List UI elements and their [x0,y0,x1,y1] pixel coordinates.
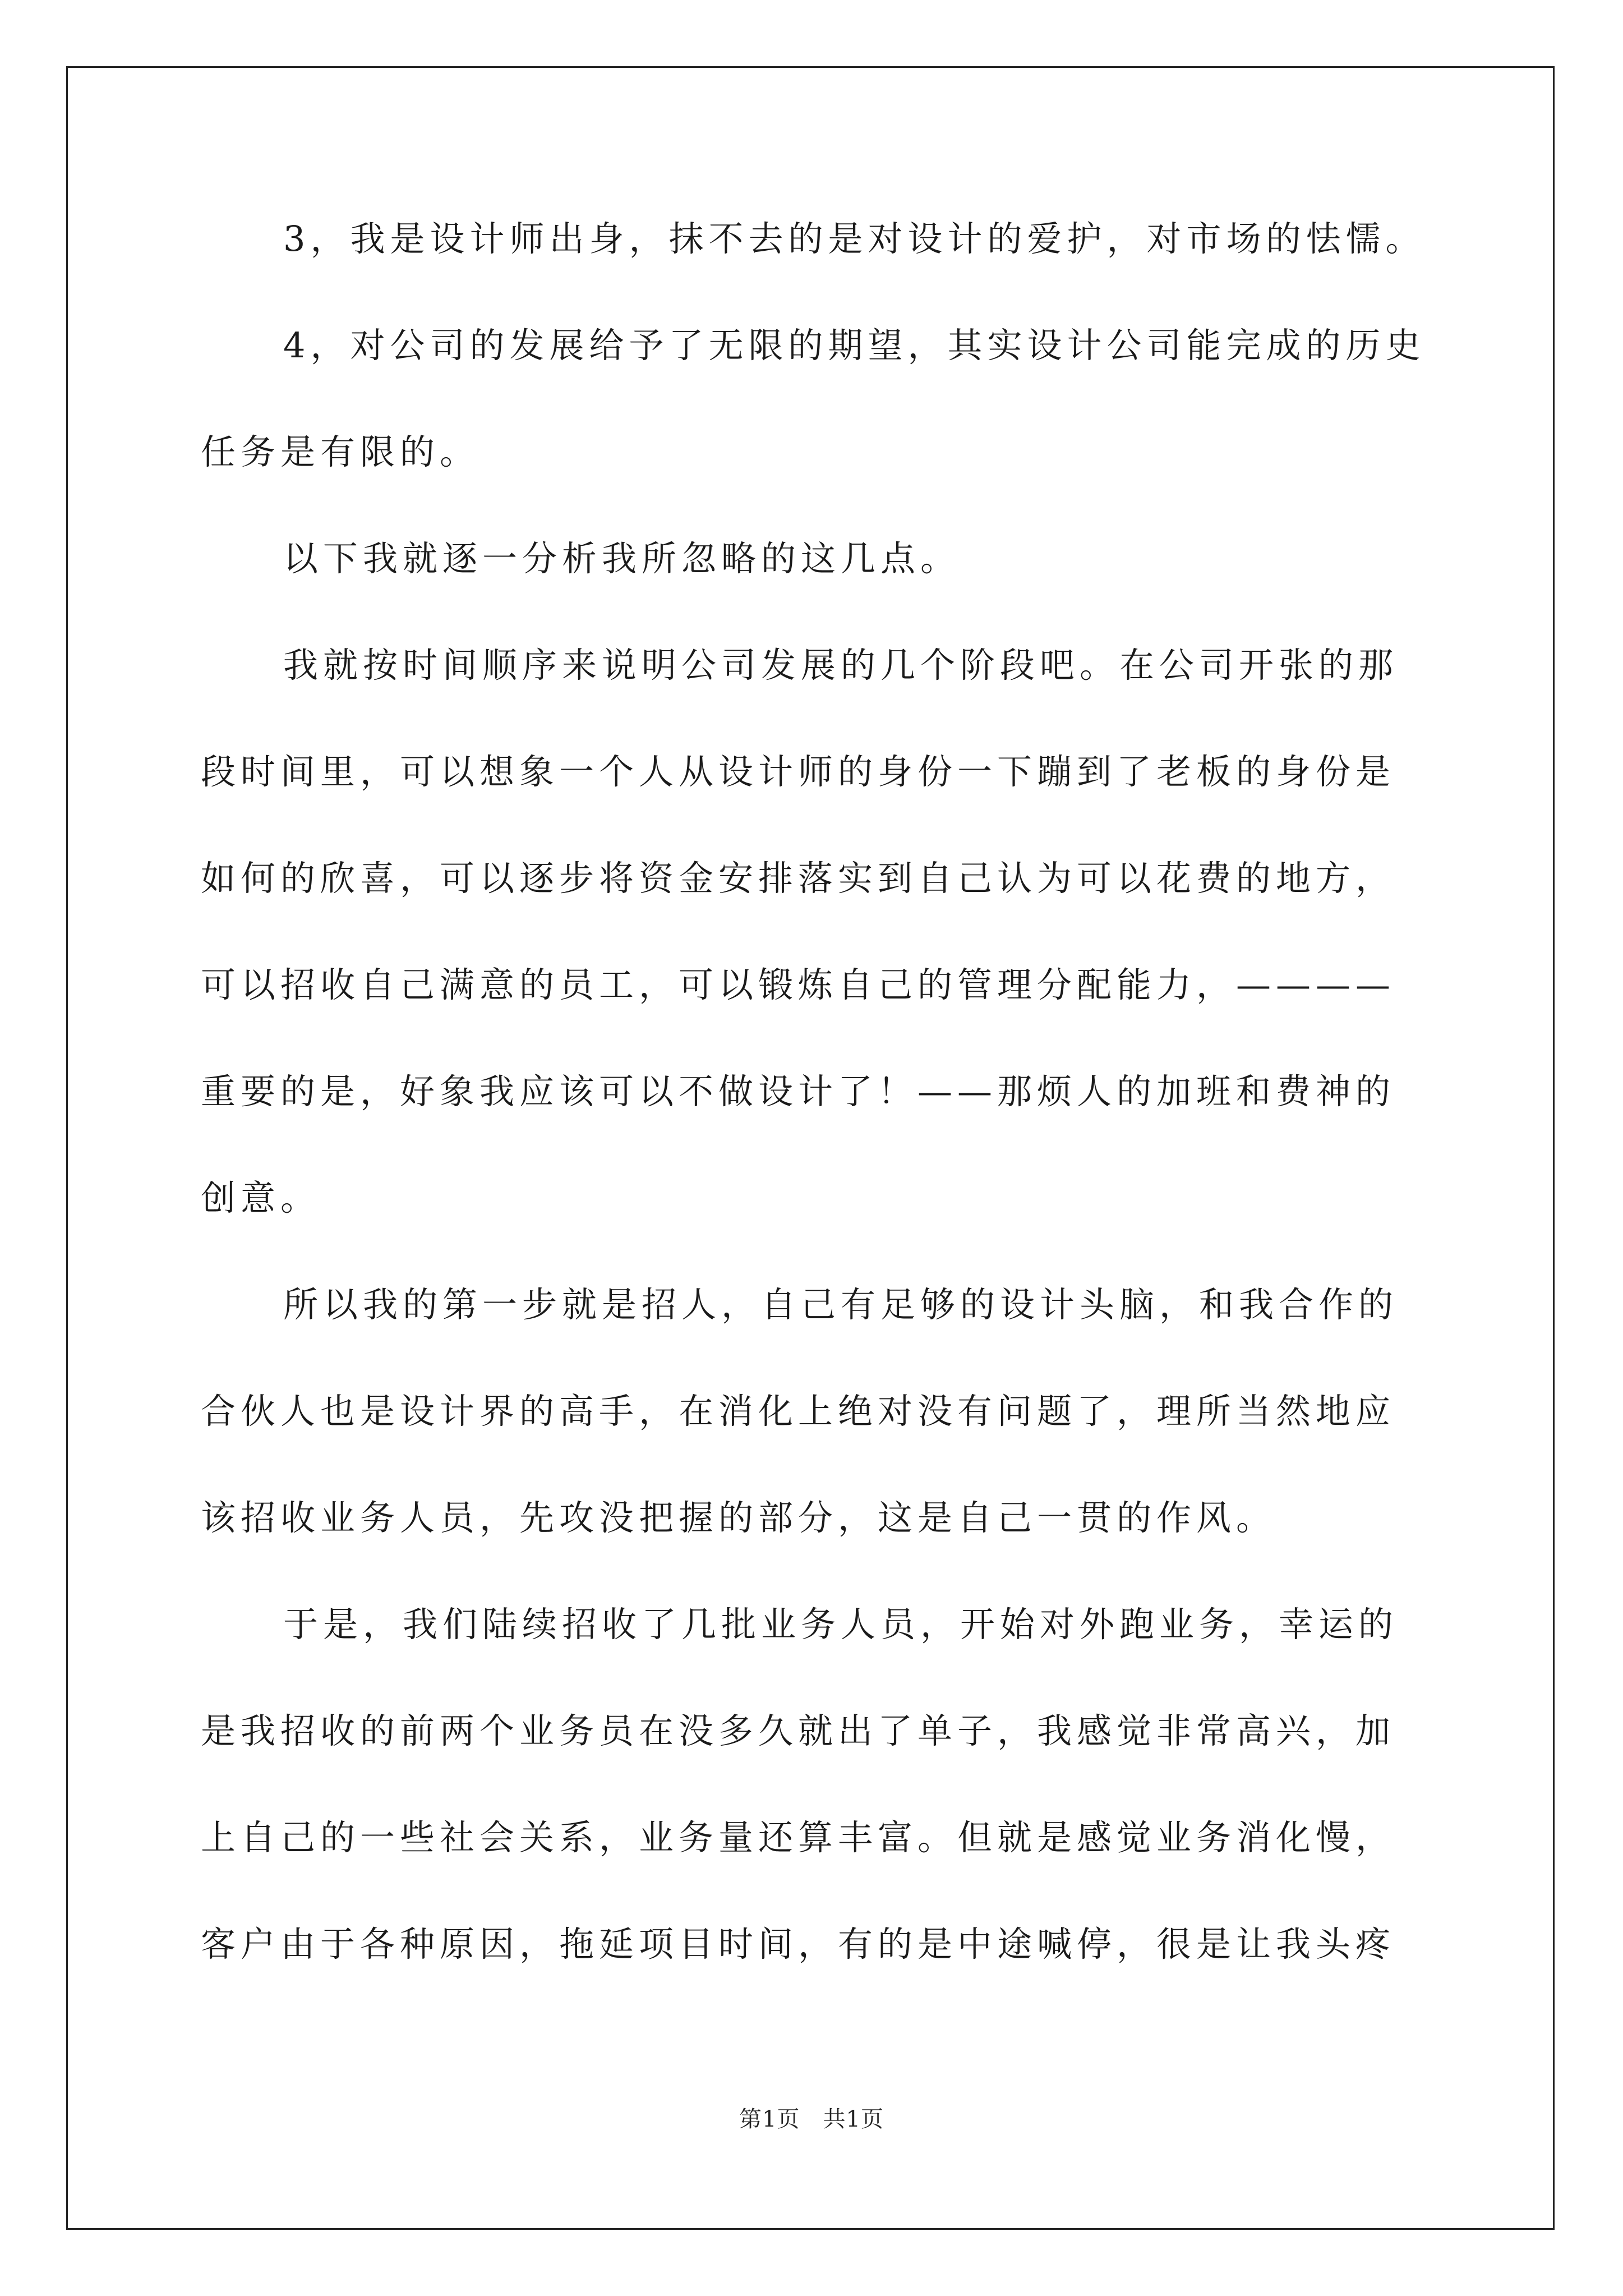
text-line: 于是，我们陆续招收了几批业务人员，开始对外跑业务，幸运的 [283,1604,1399,1645]
text-line: 所以我的第一步就是招人，自己有足够的设计头脑，和我合作的 [283,1284,1399,1325]
text-line: 上自己的一些社会关系，业务量还算丰富。但就是感觉业务消化慢， [201,1817,1396,1858]
text-line: 如何的欣喜，可以逐步将资金安排落实到自己认为可以花费的地方， [201,858,1396,899]
text-line: 4，对公司的发展给予了无限的期望，其实设计公司能完成的历史 [283,325,1426,366]
text-line: 以下我就逐一分析我所忽略的这几点。 [283,538,961,579]
text-line: 创意。 [201,1177,321,1218]
text-line: 该招收业务人员，先攻没把握的部分，这是自己一贯的作风。 [201,1497,1276,1538]
page-border [66,66,1555,2230]
text-line: 可以招收自己满意的员工，可以锻炼自己的管理分配能力，———— [201,964,1396,1005]
text-line: 任务是有限的。 [201,431,480,472]
text-line: 合伙人也是设计界的高手，在消化上绝对没有问题了，理所当然地应 [201,1391,1396,1432]
text-line: 3，我是设计师出身，抹不去的是对设计的爱护，对市场的怯懦。 [283,218,1426,259]
text-line: 我就按时间顺序来说明公司发展的几个阶段吧。在公司开张的那 [283,645,1399,685]
text-line: 是我招收的前两个业务员在没多久就出了单子，我感觉非常高兴，加 [201,1710,1396,1751]
text-line: 客户由于各种原因，拖延项目时间，有的是中途喊停，很是让我头疼 [201,1924,1396,1964]
page-number: 第1页 共1页 [739,2106,884,2132]
text-line: 重要的是，好象我应该可以不做设计了！——那烦人的加班和费神的 [201,1071,1396,1112]
text-line: 段时间里，可以想象一个人从设计师的身份一下蹦到了老板的身份是 [201,751,1396,792]
